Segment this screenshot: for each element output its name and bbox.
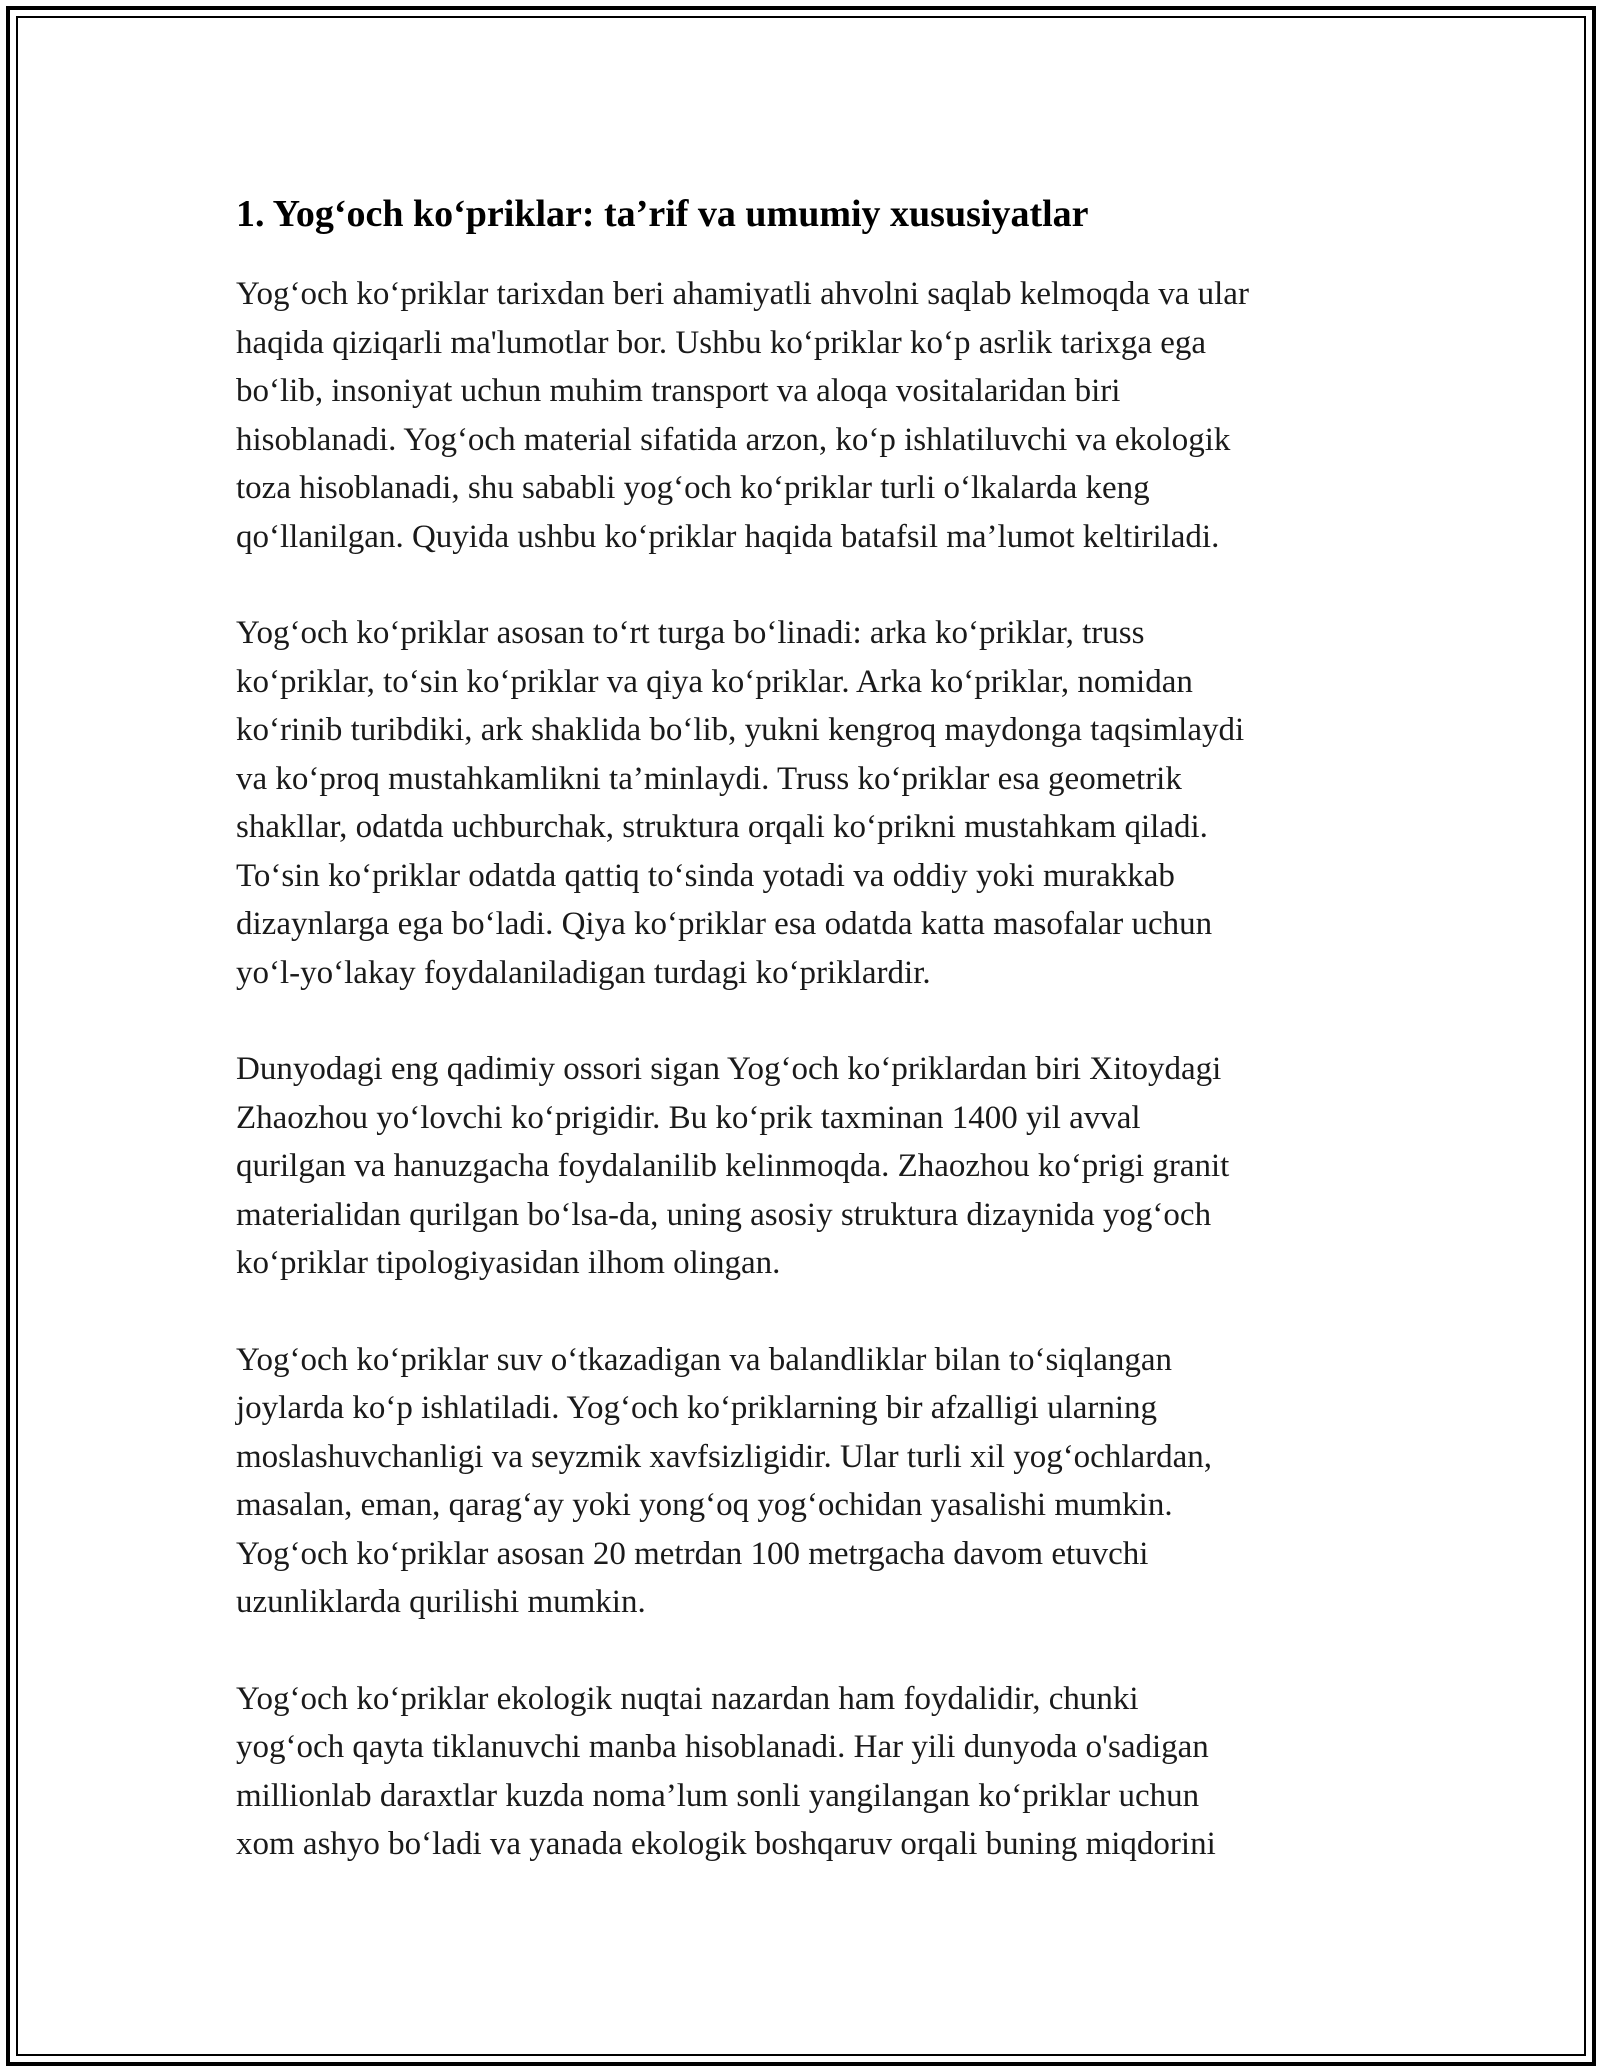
paragraph-5 bbox=[236, 1675, 1376, 1869]
text-line: ko‘rinib turibdiki, ark shaklida bo‘lib, yukni kengroq maydonga taqsimlaydi bbox=[236, 712, 1245, 748]
section-heading: 1. Yog‘och ko‘priklar: ta’rif va umumiy xususiyatlar bbox=[236, 193, 1089, 235]
paragraph-4 bbox=[236, 1336, 1376, 1627]
text-line: millionlab daraxtlar kuzda noma’lum sonli yangilangan ko‘priklar uchun bbox=[236, 1777, 1200, 1814]
text-line: xom ashyo bo‘ladi va yanada ekologik boshqaruv orqali buning miqdorini bbox=[236, 1826, 1216, 1862]
text-line: dizaynlarga ega bo‘ladi. Qiya ko‘priklar esa odatda katta masofalar uchun bbox=[236, 906, 1213, 942]
text-line: yo‘l-yo‘lakay foydalaniladigan turdagi ko‘priklardir. bbox=[236, 954, 931, 991]
text-line: ko‘priklar, to‘sin ko‘priklar va qiya ko‘priklar. Arka ko‘priklar, nomidan bbox=[236, 663, 1193, 700]
text-line: masalan, eman, qarag‘ay yoki yong‘oq yog‘ochidan yasalishi mumkin. bbox=[236, 1487, 1173, 1523]
text-line: Yog‘och ko‘priklar suv o‘tkazadigan va balandliklar bilan to‘siqlangan bbox=[236, 1341, 1172, 1378]
paragraph-1 bbox=[236, 270, 1376, 561]
text-line: Yog‘och ko‘priklar tarixdan beri ahamiyatli ahvolni saqlab kelmoqda va ular bbox=[236, 276, 1249, 312]
text-line: Yog‘och ko‘priklar ekologik nuqtai nazardan ham foydalidir, chunki bbox=[236, 1680, 1139, 1717]
text-line: Zhaozhou yo‘lovchi ko‘prigidir. Bu ko‘prik taxminan 1400 yil avval bbox=[236, 1099, 1141, 1136]
text-line: hisoblanadi. Yog‘och material sifatida arzon, ko‘p ishlatiluvchi va ekologik bbox=[236, 421, 1231, 458]
paragraph-2 bbox=[236, 609, 1376, 997]
text-line: joylarda ko‘p ishlatiladi. Yog‘och ko‘priklarning bir afzalligi ularning bbox=[236, 1390, 1158, 1426]
text-line: uzunliklarda qurilishi mumkin. bbox=[236, 1584, 646, 1620]
text-line: ko‘priklar tipologiyasidan ilhom olingan. bbox=[236, 1245, 781, 1281]
text-line: qurilgan va hanuzgacha foydalanilib kelinmoqda. Zhaozhou ko‘prigi granit bbox=[236, 1148, 1230, 1184]
document-body bbox=[236, 188, 1376, 1917]
text-line: Yog‘och ko‘priklar asosan 20 metrdan 100 metrgacha davom etuvchi bbox=[236, 1535, 1149, 1572]
text-line: Dunyodagi eng qadimiy ossori sigan Yog‘och ko‘priklardan biri Xitoydagi bbox=[236, 1051, 1222, 1087]
text-line: haqida qiziqarli ma'lumotlar bor. Ushbu ko‘priklar ko‘p asrlik tarixga ega bbox=[236, 324, 1207, 361]
text-line: yog‘och qayta tiklanuvchi manba hisoblanadi. Har yili dunyoda o'sadigan bbox=[236, 1729, 1209, 1765]
text-line: va ko‘proq mustahkamlikni ta’minlaydi. Truss ko‘priklar esa geometrik bbox=[236, 760, 1182, 797]
text-line: shakllar, odatda uchburchak, struktura orqali ko‘prikni mustahkam qiladi. bbox=[236, 809, 1208, 845]
text-line: To‘sin ko‘priklar odatda qattiq to‘sinda yotadi va oddiy yoki murakkab bbox=[236, 857, 1175, 894]
text-line: moslashuvchanligi va seyzmik xavfsizligidir. Ular turli xil yog‘ochlardan, bbox=[236, 1438, 1213, 1475]
text-line: materialidan qurilgan bo‘lsa-da, uning asosiy struktura dizaynida yog‘och bbox=[236, 1196, 1212, 1233]
text-line: toza hisoblanadi, shu sababli yog‘och ko‘priklar turli o‘lkalarda keng bbox=[236, 470, 1150, 506]
text-line: qo‘llanilgan. Quyida ushbu ko‘priklar haqida batafsil ma’lumot keltiriladi. bbox=[236, 518, 1220, 555]
text-line: Yog‘och ko‘priklar asosan to‘rt turga bo‘linadi: arka ko‘priklar, truss bbox=[236, 615, 1145, 651]
text-line: bo‘lib, insoniyat uchun muhim transport va aloqa vositalaridan biri bbox=[236, 373, 1121, 409]
paragraph-3 bbox=[236, 1045, 1376, 1288]
